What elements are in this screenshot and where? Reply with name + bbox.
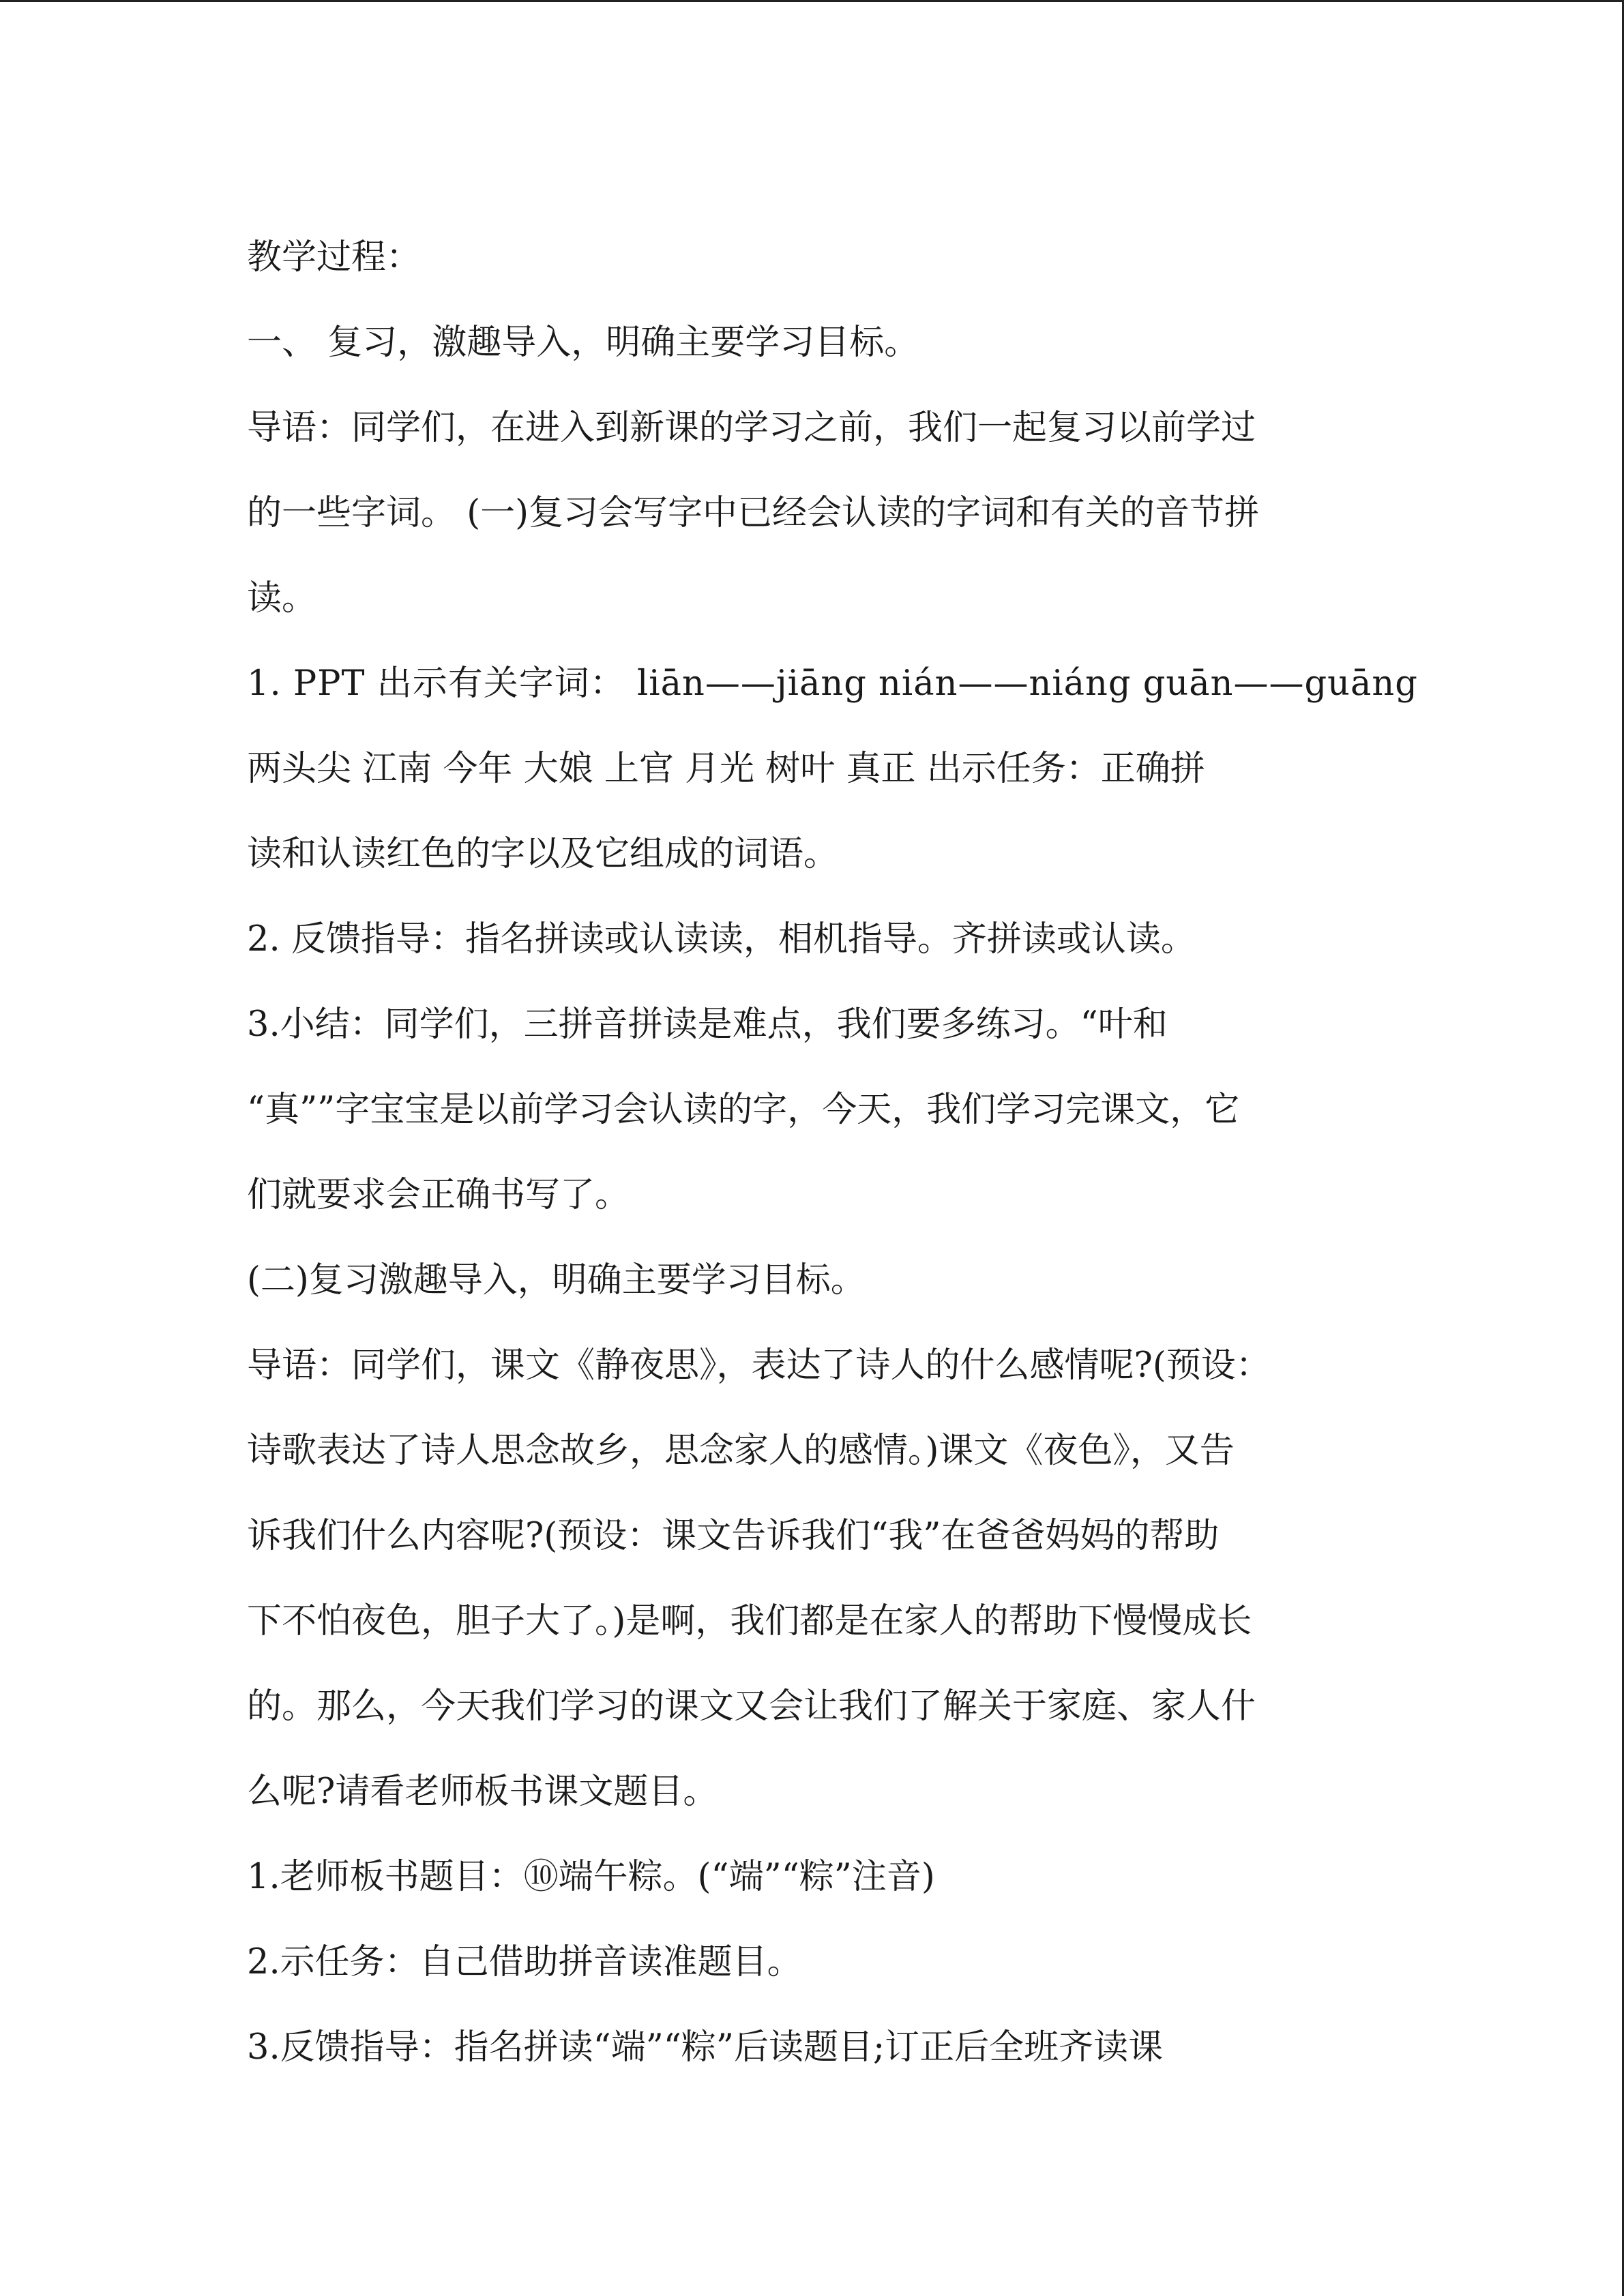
paragraph-line: 导语：同学们，在进入到新课的学习之前，我们一起复习以前学过 [247,408,1256,448]
list-item: 3.反馈指导：指名拼读“端”“粽”后读题目;订正后全班齐读课 [247,2027,1164,2068]
list-item: 2.示任务：自己借助拼音读准题目。 [247,1942,802,1982]
pinyin-line: 1. PPT 出示有关字词： liān——jiāng nián——niáng guān——guāng [247,664,1418,704]
subsection-heading: (二)复习激趣导入，明确主要学习目标。 [247,1260,866,1300]
paragraph-line: 诉我们什么内容呢?(预设：课文告诉我们“我”在爸爸妈妈的帮助 [247,1516,1220,1556]
paragraph-line: 么呢?请看老师板书课文题目。 [247,1772,718,1812]
subsection-heading: 一、 复习，激趣导入，明确主要学习目标。 [247,323,919,363]
paragraph-line: 读。 [247,578,317,618]
paragraph-line: “真””字宝宝是以前学习会认读的字，今天，我们学习完课文，它 [247,1090,1240,1130]
paragraph-line: 两头尖 江南 今年 大娘 上官 月光 树叶 真正 出示任务：正确拼 [247,749,1205,789]
document-body [247,215,1418,2090]
paragraph-line: 的一些字词。 (一)复习会写字中已经会认读的字词和有关的音节拼 [247,493,1260,533]
section-heading: 教学过程： [247,237,422,278]
list-item: 1.老师板书题目：⑩端午粽。(“端”“粽”注音) [247,1857,935,1897]
paragraph-line: 们就要求会正确书写了。 [247,1175,630,1215]
paragraph-line: 下不怕夜色，胆子大了。)是啊，我们都是在家人的帮助下慢慢成长 [247,1601,1252,1641]
paragraph-line: 2. 反馈指导：指名拼读或认读读，相机指导。齐拼读或认读。 [247,919,1196,959]
paragraph-line: 诗歌表达了诗人思念故乡，思念家人的感情。)课文《夜色》，又告 [247,1431,1235,1471]
paragraph-line: 的。那么，今天我们学习的课文又会让我们了解关于家庭、家人什 [247,1686,1256,1727]
paragraph-line: 读和认读红色的字以及它组成的词语。 [247,834,839,874]
paragraph-line: 3.小结：同学们，三拼音拼读是难点，我们要多练习。“叶和 [247,1004,1168,1045]
paragraph-line: 导语：同学们，课文《静夜思》，表达了诗人的什么感情呢?(预设： [247,1345,1271,1386]
